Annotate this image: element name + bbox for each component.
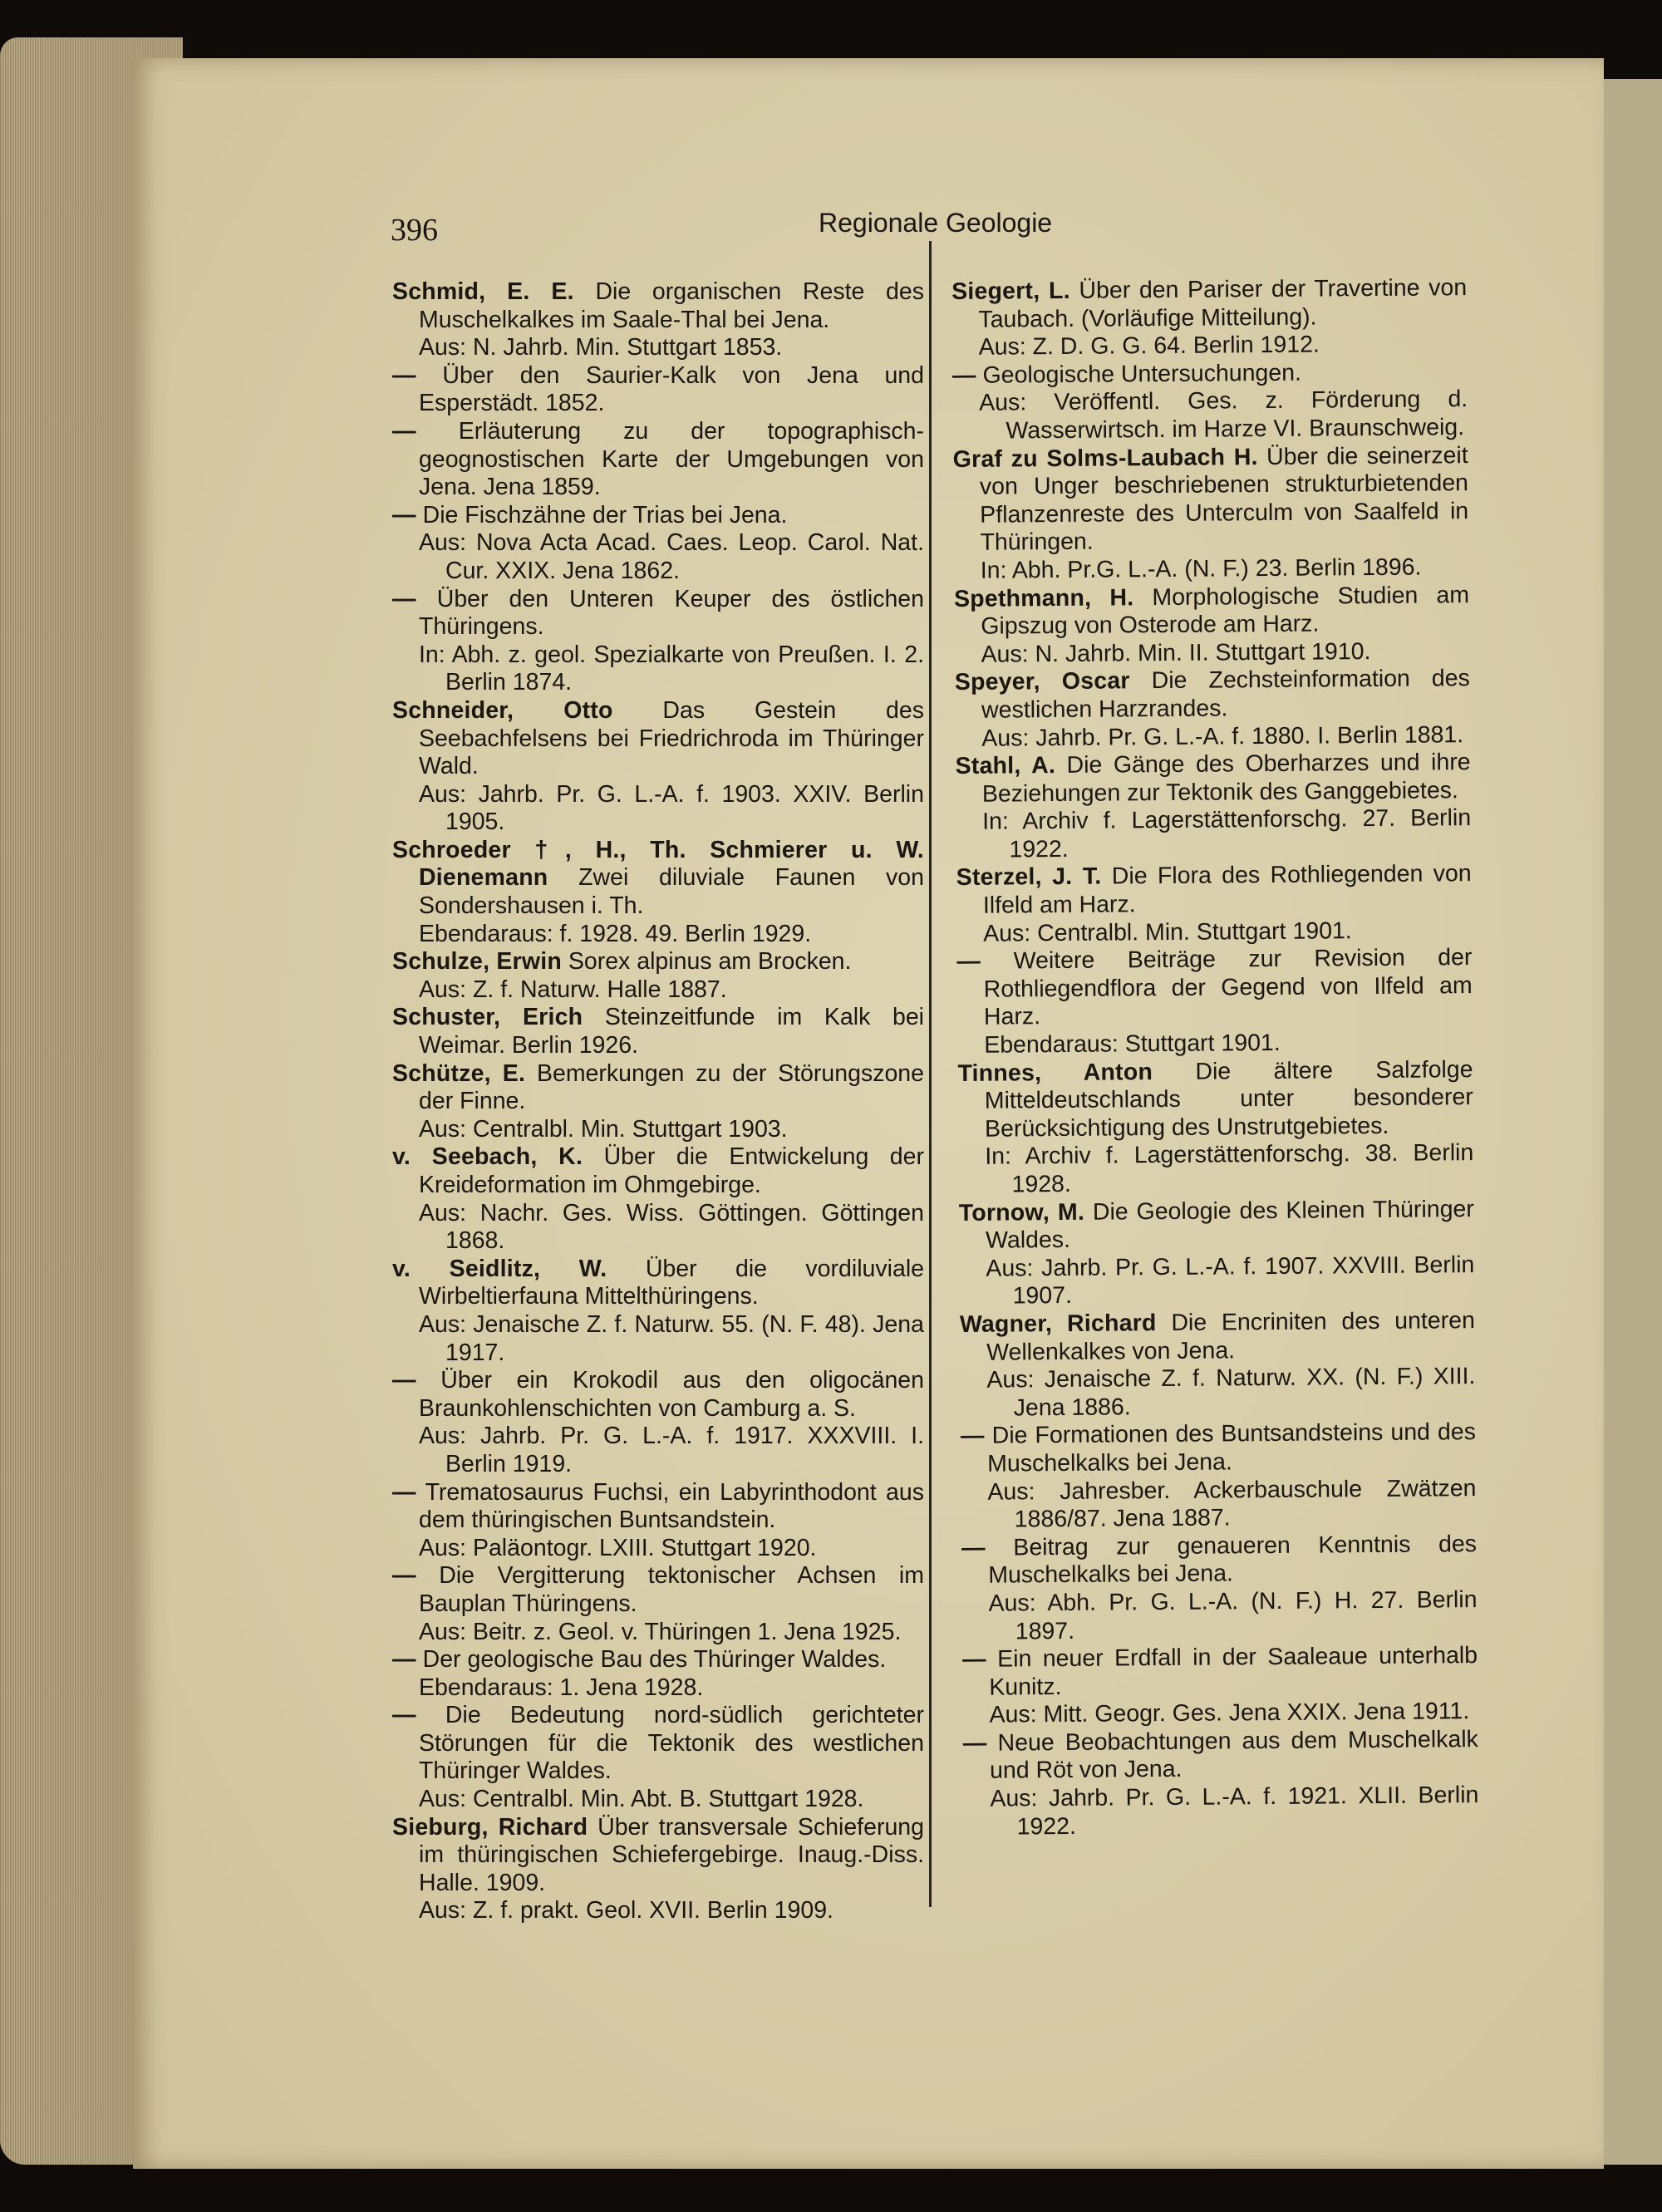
bibliography-entry	[392, 362, 924, 418]
bibliography-entry	[392, 1562, 924, 1646]
entry-author: —	[392, 1702, 416, 1729]
bibliography-entry	[392, 1646, 924, 1702]
bibliography-entry	[959, 1196, 1475, 1311]
entry-source: Aus: Nachr. Ges. Wiss. Göttingen. Göttingen 1868.	[419, 1199, 924, 1255]
entry-title: Über die vordiluviale Wirbeltierfauna Mittelthüringens.	[419, 1255, 924, 1310]
entry-author: —	[392, 417, 416, 445]
entry-author: Tornow, M.	[958, 1198, 1085, 1226]
entry-source: Aus: Jenaische Z. f. Naturw. 55. (N. F. 48). Jena 1917.	[419, 1310, 924, 1366]
right-column	[951, 274, 1479, 1841]
bibliography-entry	[392, 1256, 924, 1367]
entry-author: —	[392, 501, 416, 528]
entry-title: Der geologische Bau des Thüringer Waldes.	[422, 1646, 887, 1674]
entry-author: Graf zu Solms-Laubach H.	[952, 443, 1258, 473]
entry-title: Über ein Krokodil aus den oligocänen Braunkohlenschichten von Camburg a. S.	[419, 1367, 924, 1422]
entry-title: Über den Pariser der Travertine von Taubach. (Vorläufige Mitteilung).	[978, 274, 1468, 333]
entry-title: Neue Beobachtungen aus dem Muschelkalk und Röt von Jena.	[989, 1725, 1478, 1785]
bibliography-entry	[960, 1307, 1476, 1423]
entry-source: Aus: Nova Acta Acad. Caes. Leop. Carol. Nat. Cur. XXIX. Jena 1862.	[419, 529, 924, 584]
entry-source: Aus: Beitr. z. Geol. v. Thüringen 1. Jena 1925.	[419, 1618, 902, 1645]
entry-source: Aus: Z. f. prakt. Geol. XVII. Berlin 1909.	[419, 1897, 833, 1924]
entry-title: Die Flora des Rothliegenden von Ilfeld am Harz.	[982, 860, 1472, 919]
entry-author: Tinnes, Anton	[957, 1058, 1153, 1087]
entry-author: Sieburg, Richard	[392, 1813, 588, 1841]
entry-author: —	[392, 361, 416, 389]
bibliography-entry	[392, 948, 924, 1004]
entry-source: In: Archiv f. Lagerstättenforschg. 27. Berlin 1922.	[982, 804, 1472, 863]
column-divider	[929, 241, 932, 1907]
entry-source: Aus: Centralbl. Min. Abt. B. Stuttgart 1928.	[419, 1786, 864, 1813]
entry-title: Trematosaurus Fuchsi, ein Labyrinthodont aus dem thüringischen Buntsandstein.	[419, 1478, 925, 1534]
entry-title: Über die Entwickelung der Kreideformation im Ohmgebirge.	[419, 1143, 924, 1198]
bibliography-entry	[955, 665, 1471, 753]
bibliography-entry	[392, 1479, 924, 1563]
entry-author: —	[392, 585, 416, 612]
entry-author: —	[962, 1729, 987, 1757]
entry-title: Ein neuer Erdfall in der Saaleaue unterhalb Kunitz.	[989, 1642, 1478, 1701]
entry-source: Aus: Centralbl. Min. Stuttgart 1903.	[419, 1115, 788, 1143]
bibliography-entry	[392, 1143, 924, 1255]
entry-author: Schuster, Erich	[392, 1004, 583, 1031]
entry-title: Die organischen Reste des Muschelkalkes im Saale-Thal bei Jena.	[419, 278, 925, 333]
entry-source: Aus: Z. D. G. G. 64. Berlin 1912.	[978, 331, 1320, 361]
bibliography-entry	[962, 1642, 1478, 1730]
entry-title: Die Vergitterung tektonischer Achsen im Bauplan Thüringens.	[419, 1562, 924, 1617]
bibliography-entry	[392, 1814, 924, 1925]
bibliography-entry	[955, 749, 1471, 864]
entry-title: Morphologische Studien am Gipszug von Osterode am Harz.	[981, 581, 1470, 640]
entry-author: —	[961, 1645, 986, 1674]
bibliography-entry	[392, 1702, 924, 1813]
entry-source: Aus: Mitt. Geogr. Ges. Jena XXIX. Jena 1911.	[989, 1698, 1470, 1728]
bibliography-entry	[963, 1726, 1479, 1841]
entry-author: Spethmann, H.	[953, 583, 1134, 612]
entry-title: Über die seinerzeit von Unger beschriebenen strukturbietenden Pflanzenreste des Unterculm von Saalfeld in Thüringen.	[979, 441, 1469, 557]
entry-author: —	[392, 1562, 416, 1590]
entry-source: Aus: Paläontogr. LXIII. Stuttgart 1920.	[419, 1534, 817, 1561]
bibliography-entry	[956, 944, 1473, 1059]
entry-source: Aus: Z. f. Naturw. Halle 1887.	[419, 976, 727, 1003]
entry-title: Die Encriniten des unteren Wellenkalkes von Jena.	[986, 1307, 1475, 1366]
entry-author: Sterzel, J. T.	[956, 863, 1102, 892]
entry-author: Schütze, E.	[392, 1059, 526, 1087]
entry-title: Über den Unteren Keuper des östlichen Thüringens.	[419, 585, 924, 641]
entry-source: Aus: Centralbl. Min. Stuttgart 1901.	[983, 917, 1352, 947]
bibliography-entry	[392, 697, 924, 837]
entry-author: Speyer, Oscar	[954, 667, 1130, 696]
running-title: Regionale Geologie	[819, 208, 1053, 238]
entry-author: Schneider, Otto	[392, 696, 613, 724]
entry-author: —	[956, 947, 981, 976]
bibliography-entry	[392, 502, 924, 586]
entry-title: Steinzeitfunde im Kalk bei Weimar. Berlin 1926.	[419, 1004, 924, 1059]
entry-author: Schmid, E. E.	[392, 278, 574, 305]
entry-source: Aus: Jahrb. Pr. G. L.-A. f. 1917. XXXVIII. I. Berlin 1919.	[419, 1423, 924, 1477]
bibliography-entry	[952, 358, 1468, 446]
entry-title: Die Gänge des Oberharzes und ihre Beziehungen zur Tektonik des Ganggebietes.	[981, 749, 1471, 808]
bibliography-entry	[392, 586, 924, 697]
bibliography-entry	[392, 1004, 924, 1059]
entry-source: Aus: Jahresber. Ackerbauschule Zwätzen 1886/87. Jena 1887.	[987, 1474, 1477, 1533]
bibliography-entry	[392, 837, 924, 948]
bibliography-entry	[961, 1531, 1478, 1646]
entry-author: —	[960, 1423, 985, 1450]
entry-title: Erläuterung zu der topographisch-geognostischen Karte der Umgebungen von Jena. Jena 1859.	[419, 417, 924, 501]
entry-source: In: Abh. z. geol. Spezialkarte von Preußen. I. 2. Berlin 1874.	[419, 641, 924, 696]
entry-title: Die Geologie des Kleinen Thüringer Waldes.	[985, 1195, 1474, 1254]
entry-title: Geologische Untersuchungen.	[982, 359, 1302, 389]
entry-source: Aus: Jahrb. Pr. G. L.-A. f. 1907. XXVIII. Berlin 1907.	[986, 1251, 1475, 1310]
entry-author: Schulze, Erwin	[392, 948, 562, 976]
entry-author: Wagner, Richard	[959, 1310, 1157, 1338]
entry-title: Über den Saurier-Kalk von Jena und Esperstädt. 1852.	[419, 361, 925, 417]
entry-title: Die Bedeutung nord-südlich gerichteter Störungen für die Tektonik des westlichen Thüringer Waldes.	[419, 1702, 925, 1785]
entry-author: Schroeder †, H., Th. Schmierer u. W. Dienemann	[392, 836, 924, 892]
entry-title: Sorex alpinus am Brocken.	[568, 948, 852, 976]
entry-source: Aus: N. Jahrb. Min. II. Stuttgart 1910.	[981, 637, 1371, 668]
bibliography-entry	[961, 1418, 1477, 1534]
entry-source: Ebendaraus: 1. Jena 1928.	[419, 1674, 704, 1701]
entry-author: v. Seidlitz, W.	[392, 1255, 607, 1282]
entry-title: Über transversale Schieferung im thüringischen Schiefergebirge. Inaug.-Diss. Halle. 1909.	[419, 1813, 924, 1896]
entry-author: v. Seebach, K.	[392, 1143, 583, 1171]
entry-author: —	[961, 1534, 986, 1561]
entry-source: Aus: N. Jahrb. Min. Stuttgart 1853.	[419, 334, 783, 361]
bibliography-entry	[956, 861, 1473, 949]
bibliography-entry	[957, 1056, 1473, 1200]
bibliography-entry	[392, 1367, 924, 1478]
entry-title: Die Formationen des Buntsandsteins und des Muschelkalks bei Jena.	[987, 1418, 1477, 1477]
entry-author: Siegert, L.	[951, 277, 1070, 305]
bibliography-entry	[954, 582, 1470, 670]
entry-title: Die ältere Salzfolge Mitteldeutschlands unter besonderer Berücksichtigung des Unstrutgebietes.	[984, 1055, 1473, 1143]
entry-author: Stahl, A.	[955, 752, 1056, 780]
entry-author: —	[951, 361, 976, 389]
bibliography-entry	[392, 418, 924, 502]
entry-title: Das Gestein des Seebachfelsens bei Friedrichroda im Thüringer Wald.	[419, 696, 924, 780]
entry-title: Beitrag zur genaueren Kenntnis des Muschelkalks bei Jena.	[988, 1530, 1478, 1590]
bibliography-entry	[392, 278, 924, 362]
entry-source: Aus: Jenaische Z. f. Naturw. XX. (N. F.) XIII. Jena 1886.	[986, 1363, 1476, 1422]
entry-title: Weitere Beiträge zur Revision der Rothliegendflora der Gegend von Ilfeld am Harz.	[983, 944, 1473, 1031]
entry-title: Zwei diluviale Faunen von Sondershausen i. Th.	[419, 864, 924, 920]
entry-author: —	[392, 1646, 416, 1674]
entry-author: —	[392, 1478, 416, 1506]
left-column	[392, 278, 924, 1925]
entry-source: In: Archiv f. Lagerstättenforschg. 38. Berlin 1928.	[985, 1139, 1474, 1198]
facing-page-edge	[1600, 79, 1662, 2165]
entry-source: Aus: Jahrb. Pr. G. L.-A. f. 1903. XXIV. Berlin 1905.	[419, 780, 924, 836]
entry-title: Die Fischzähne der Trias bei Jena.	[422, 501, 788, 528]
entry-title: Bemerkungen zu der Störungszone der Finne.	[419, 1059, 924, 1115]
entry-source: Ebendaraus: f. 1928. 49. Berlin 1929.	[419, 920, 812, 947]
entry-source: Ebendaraus: Stuttgart 1901.	[984, 1029, 1281, 1059]
bibliography-entry	[953, 442, 1469, 586]
entry-author: —	[392, 1367, 416, 1394]
page-number: 396	[391, 213, 438, 248]
entry-source: Aus: Veröffentl. Ges. z. Förderung d. Wasserwirtsch. im Harze VI. Braunschweig.	[979, 386, 1468, 445]
entry-source: Aus: Jahrb. Pr. G. L.-A. f. 1880. I. Berlin 1881.	[981, 720, 1464, 752]
entry-title: Die Zechsteinformation des westlichen Harzrandes.	[981, 665, 1470, 724]
entry-source: In: Abh. Pr.G. L.-A. (N. F.) 23. Berlin 1896.	[980, 553, 1422, 584]
bibliography-entry	[392, 1060, 924, 1144]
bibliography-entry	[951, 274, 1468, 362]
entry-source: Aus: Jahrb. Pr. G. L.-A. f. 1921. XLII. Berlin 1922.	[990, 1782, 1479, 1841]
entry-source: Aus: Abh. Pr. G. L.-A. (N. F.) H. 27. Berlin 1897.	[988, 1585, 1478, 1644]
